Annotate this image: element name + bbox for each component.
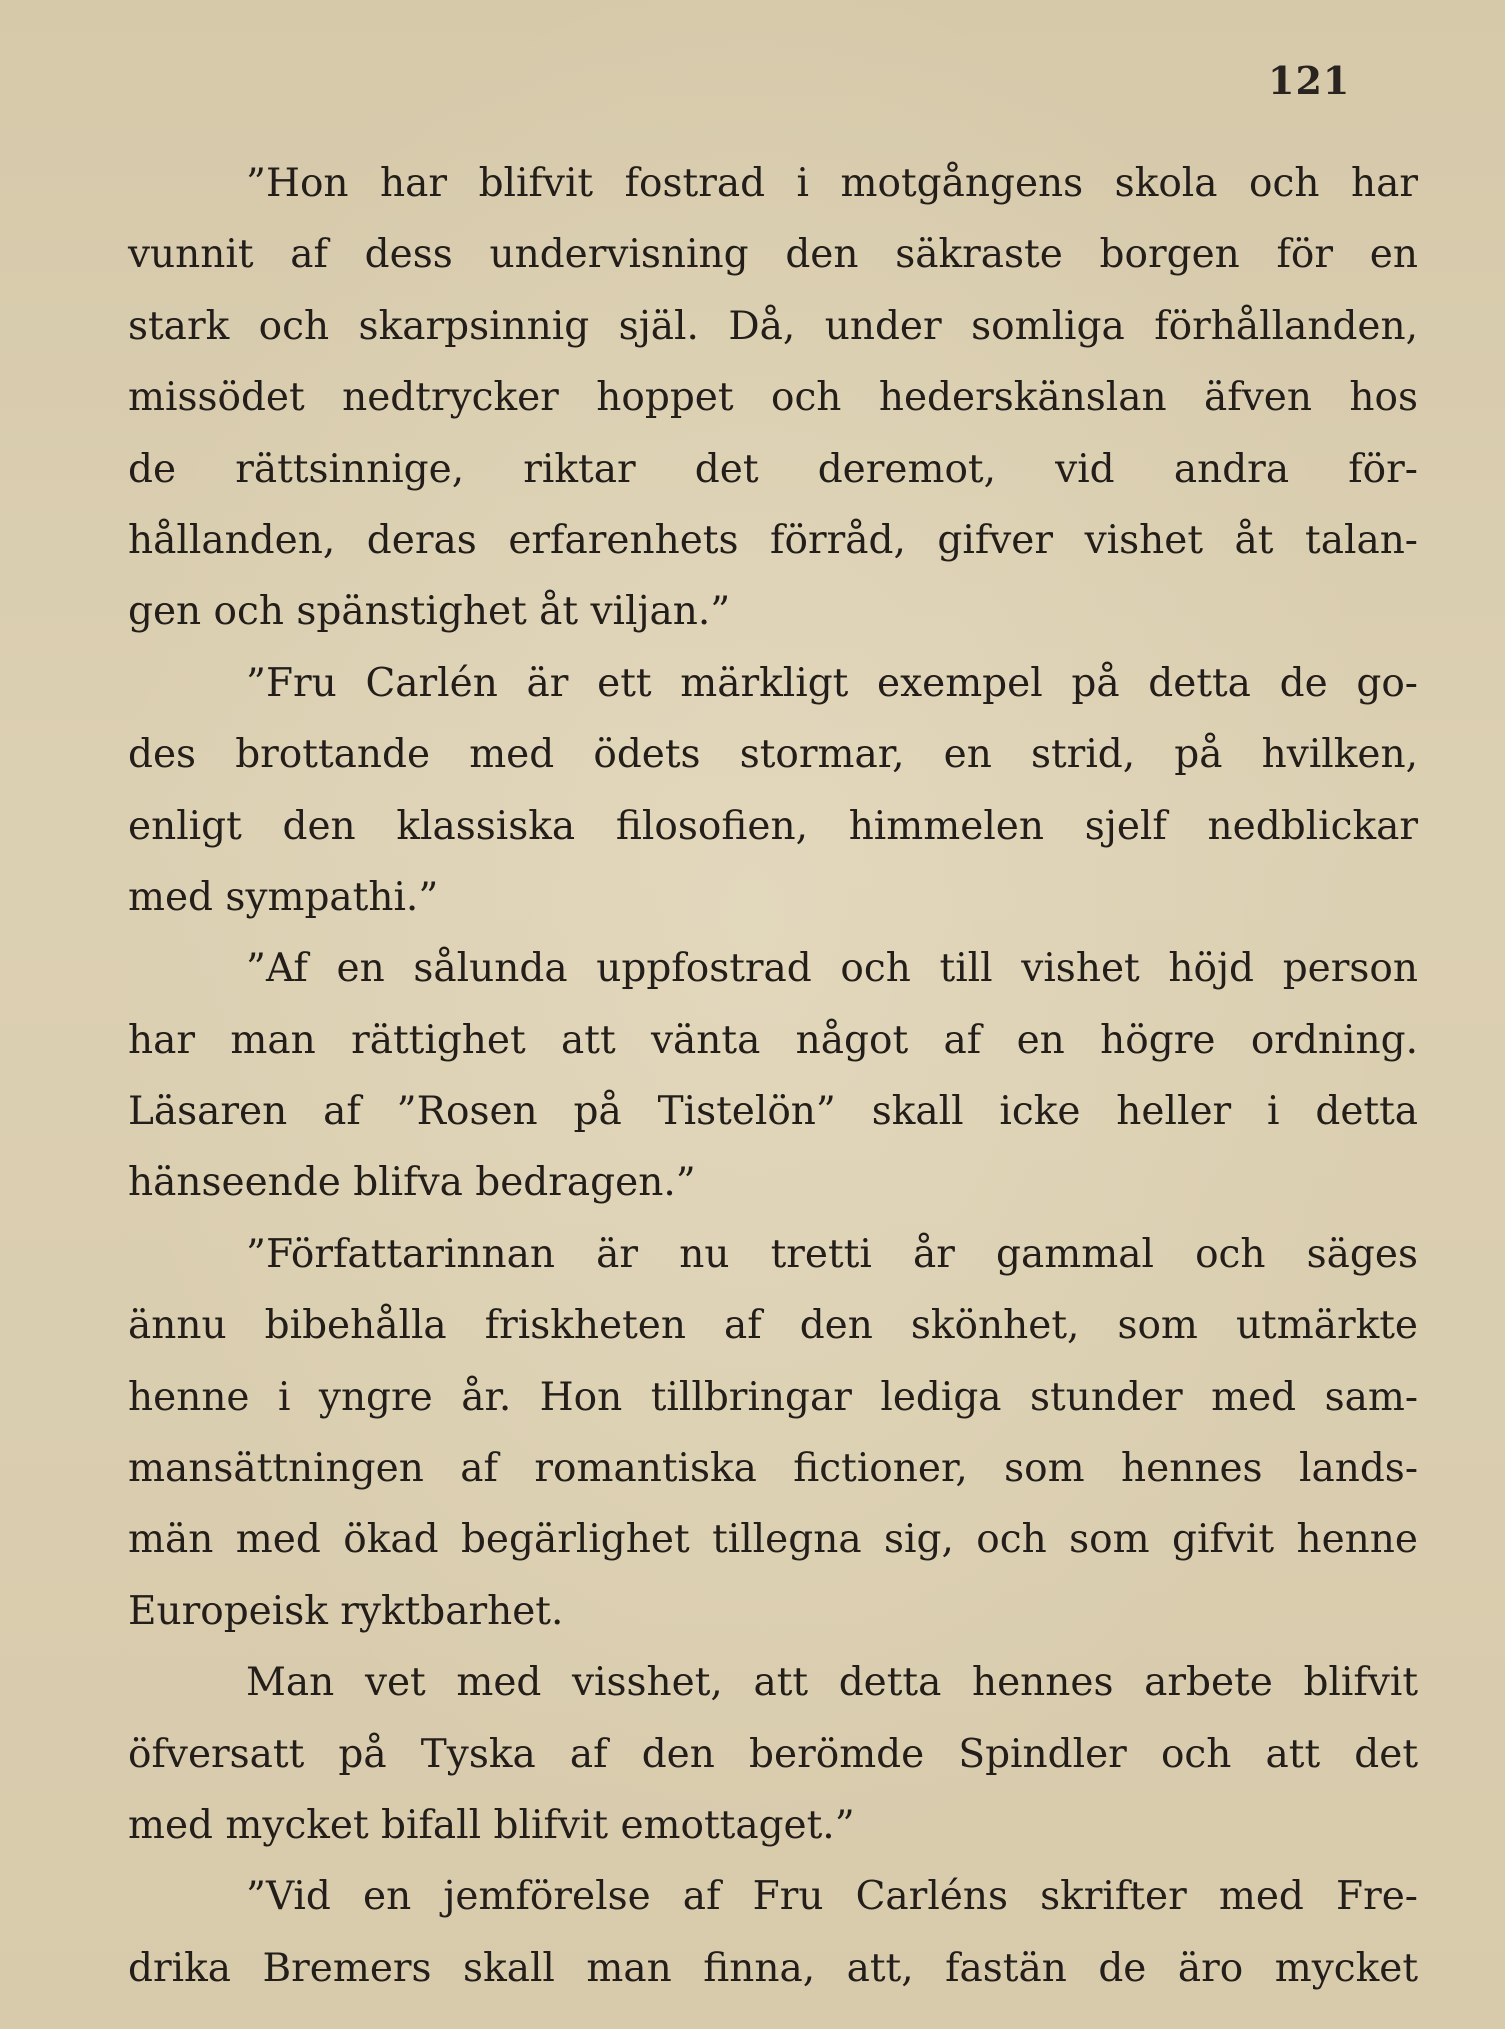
- text-line: med sympathi.”: [128, 874, 439, 920]
- body-text: [128, 148, 1418, 2004]
- text-line: des brottande med ödets stormar, en strid, på hvilken,: [128, 732, 1418, 778]
- text-line: stark och skarpsinnig själ. Då, under somliga förhållanden,: [128, 303, 1418, 349]
- text-line: ”Fru Carlén är ett märkligt exempel på detta de go-: [246, 660, 1418, 706]
- text-line: män med ökad begärlighet tillegna sig, och som gifvit henne: [128, 1517, 1418, 1563]
- text-line: hållanden, deras erfarenhets förråd, gifver vishet åt talan-: [128, 517, 1418, 563]
- text-line: enligt den klassiska filosofien, himmelen sjelf nedblickar: [128, 803, 1418, 849]
- text-line: drika Bremers skall man finna, att, fastän de äro mycket: [128, 1945, 1418, 1991]
- text-line: gen och spänstighet åt viljan.”: [128, 589, 731, 635]
- text-line: missödet nedtrycker hoppet och hederskänslan äfven hos: [128, 375, 1418, 421]
- text-line: henne i yngre år. Hon tillbringar lediga stunder med sam-: [128, 1374, 1418, 1420]
- page-number: 121: [1268, 58, 1351, 103]
- text-line: Man vet med visshet, att detta hennes arbete blifvit: [246, 1660, 1418, 1706]
- text-line: hänseende blifva bedragen.”: [128, 1160, 696, 1206]
- text-line: ”Författarinnan är nu tretti år gammal och säges: [246, 1231, 1418, 1277]
- text-line: ”Vid en jemförelse af Fru Carléns skrifter med Fre-: [246, 1874, 1418, 1920]
- text-line: ännu bibehålla friskheten af den skönhet, som utmärkte: [128, 1303, 1418, 1349]
- text-line: öfversatt på Tyska af den berömde Spindler och att det: [128, 1731, 1418, 1777]
- text-line: de rättsinnige, riktar det deremot, vid andra för-: [128, 446, 1418, 492]
- text-line: mansättningen af romantiska fictioner, som hennes lands-: [128, 1446, 1418, 1492]
- text-line: har man rättighet att vänta något af en högre ordning.: [128, 1017, 1418, 1063]
- text-line: med mycket bifall blifvit emottaget.”: [128, 1802, 855, 1848]
- text-line: ”Hon har blifvit fostrad i motgångens skola och har: [246, 161, 1418, 206]
- text-line: Läsaren af ”Rosen på Tistelön” skall icke heller i detta: [128, 1089, 1418, 1135]
- text-line: Europeisk ryktbarhet.: [128, 1588, 564, 1634]
- text-line: ”Af en sålunda uppfostrad och till vishet höjd person: [246, 946, 1418, 992]
- text-line: vunnit af dess undervisning den säkraste borgen för en: [128, 232, 1418, 278]
